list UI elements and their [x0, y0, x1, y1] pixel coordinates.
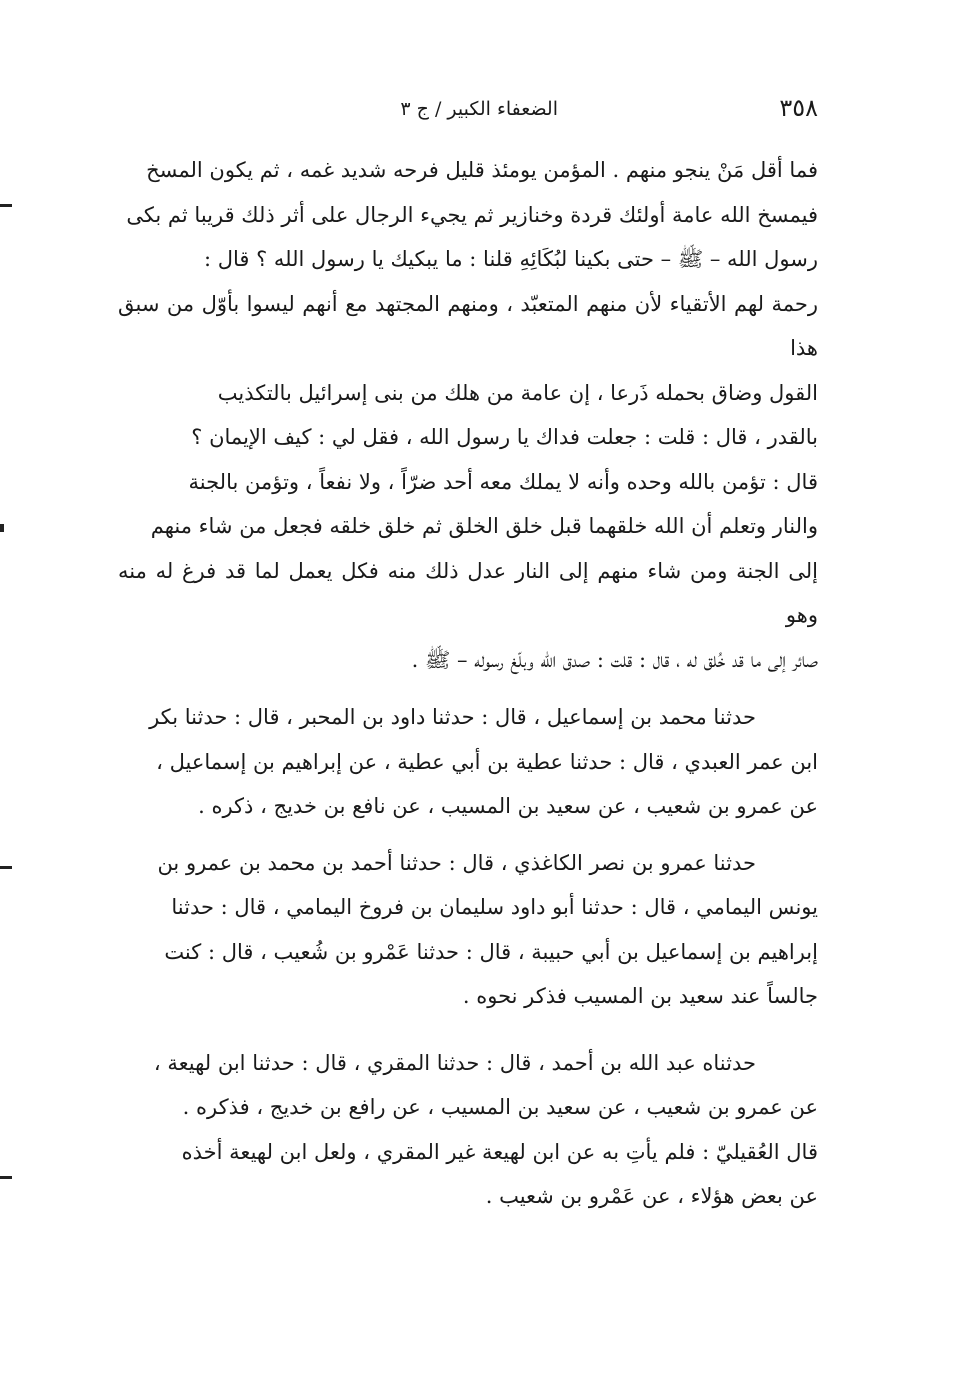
text-line: حدثنا عمرو بن نصر الكاغذي ، قال : حدثنا أحمد بن محمد بن عمرو بن	[157, 850, 756, 875]
running-header	[118, 94, 818, 134]
text-line: قال العُقيليّ : فلم يأتِ به عن ابن لهيعة غير المقري ، ولعل ابن لهيعة أخذه	[181, 1139, 818, 1164]
text-line: إبراهيم بن إسماعيل بن أبي حبيبة ، قال : حدثنا عَمْرو بن شُعيب ، قال : كنت	[164, 939, 818, 964]
paragraph-isnad-2	[118, 841, 818, 1019]
text-line: يونس اليمامي ، قال : حدثنا أبو داود سليمان بن فروخ اليمامي ، قال : حدثنا	[171, 895, 818, 919]
text-line: والنار وتعلم أن الله خلقهما قبل خلق الخلق ثم خلق خلقه فجعل من شاء منهم	[150, 514, 818, 538]
scan-edge-mark	[0, 1176, 12, 1179]
scan-edge-mark	[0, 204, 12, 207]
text-line: فيمسخ الله عامة أولئك قردة وخنازير ثم يجيء الرجال على أثر ذلك قريبا ثم بكى	[126, 202, 818, 227]
text-line: صائر إلى ما قد خُلق له ، قال : قلت : صدق الله وبلّغ رسوله – ﷺ .	[411, 647, 818, 672]
paragraph-isnad-1	[118, 695, 818, 829]
text-line: عن بعض هؤلاء ، عن عَمْرو بن شعيب .	[485, 1184, 818, 1208]
text-line: بالقدر ، قال : قلت : جعلت فداك يا رسول الله ، فقل لي : كيف الإيمان ؟	[191, 425, 818, 449]
text-line: ابن عمر العبدي ، قال : حدثنا عطية بن أبي عطية ، عن إبراهيم بن إسماعيل ،	[156, 749, 818, 774]
paragraph-isnad-3	[118, 1041, 818, 1219]
text-line: عن عمرو بن شعيب ، عن سعيد بن المسيب ، عن رافع بن خديج ، فذكره .	[182, 1095, 818, 1119]
text-line: رحمة لهم الأتقياء لأن منهم المتعبّد ، ومنهم المجتهد مع أنهم ليسوا بأوّل من سبق هذا	[118, 291, 818, 360]
page-number: ٣٥٨	[779, 94, 818, 122]
text-line: القول وضاق بحمله ذَرعا ، إن عامة من هلك من بنى إسرائيل بالتكذيب	[217, 380, 818, 405]
text-line: فما أقل مَنْ ينجو منهم . المؤمن يومئذ قليل فرحه شديد غمه ، ثم يكون المسخ	[146, 158, 818, 182]
paragraph-continued-hadith	[118, 148, 818, 682]
text-line: حدثناه عبد الله بن أحمد ، قال : حدثنا المقري ، قال : حدثنا ابن لهيعة ،	[153, 1050, 756, 1075]
text-line: جالساً عند سعيد بن المسيب فذكر نحوه .	[462, 984, 818, 1008]
scan-edge-mark	[0, 524, 4, 532]
text-line: إلى الجنة ومن شاء منهم إلى النار عدل ذلك منه فكل يعمل لما قد فرغ له منه وهو	[118, 558, 818, 627]
book-title: الضعفاء الكبير / ج ٣	[400, 98, 558, 120]
text-line: رسول الله – ﷺ – حتى بكينا لبُكَائِهِ قلنا : ما يبكيك يا رسول الله ؟ قال :	[203, 247, 818, 271]
scan-edge-mark	[0, 866, 12, 869]
main-text	[118, 148, 818, 1219]
text-line: عن عمرو بن شعيب ، عن سعيد بن المسيب ، عن نافع بن خديج ، ذكره .	[198, 794, 818, 818]
text-line: قال : تؤمن بالله وحده وأنه لا يملك معه أحد ضرّاً ، ولا نفعاً ، وتؤمن بالجنة	[188, 469, 818, 494]
text-line: حدثنا محمد بن إسماعيل ، قال : حدثنا داود بن المحبر ، قال : حدثنا بكر	[149, 705, 756, 729]
